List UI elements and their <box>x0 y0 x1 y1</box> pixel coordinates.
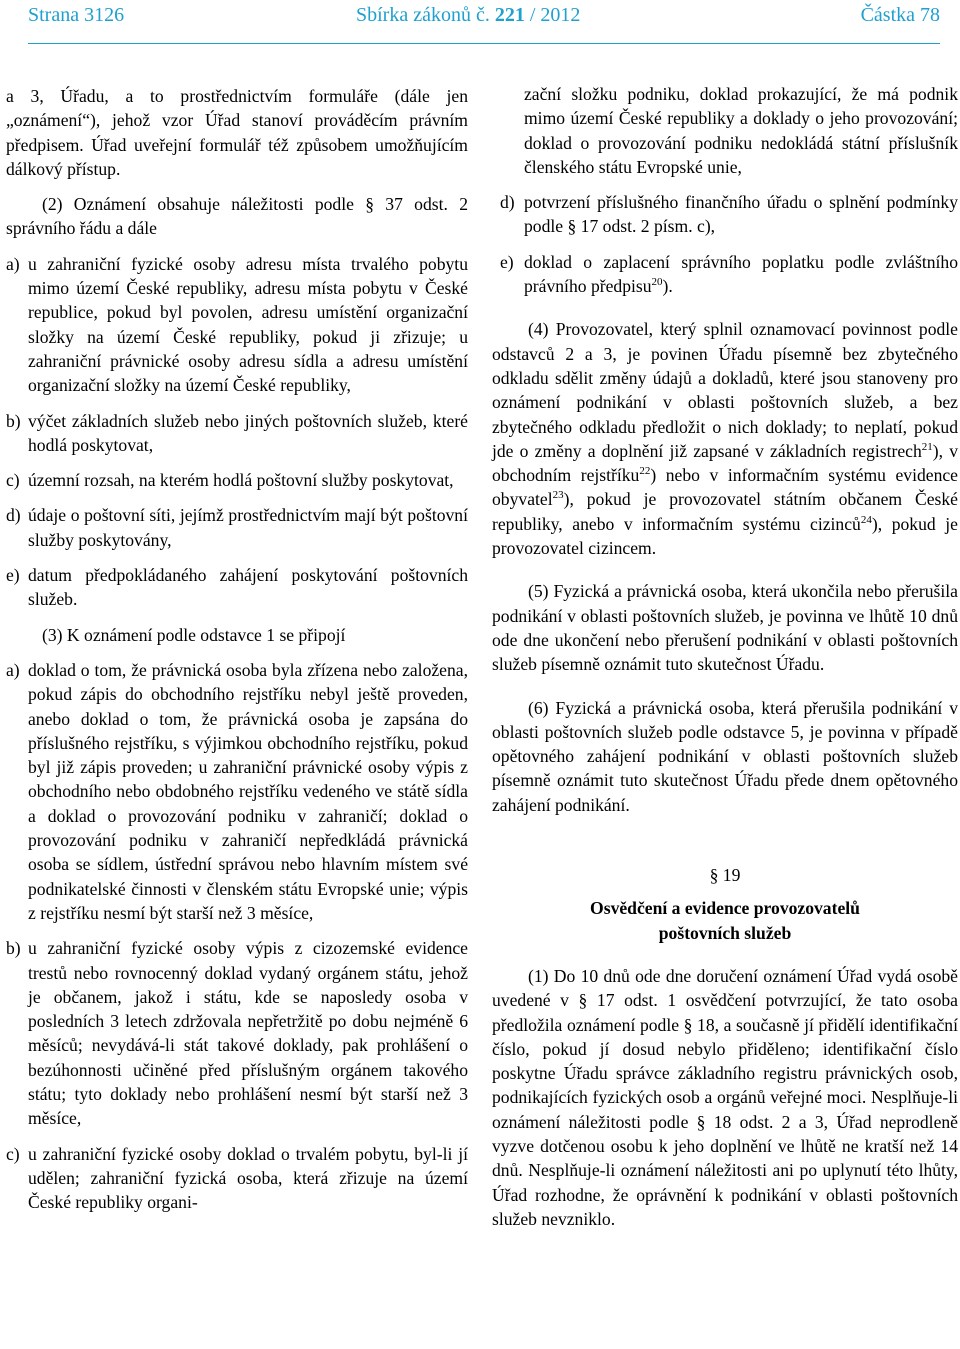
list-item-text <box>524 252 958 296</box>
list-item-text: doklad o tom, že právnická osoba byla zřízena nebo založena, pokud zápis do obchodního rejstříku nebyl ještě proveden, anebo doklad o tom, že právnická osoba je zapsána do příslušného rejstříku, s výjimkou obchodního rejstříku, pokud byl již zápis proveden; u zahraniční právnické osoby výpis z obchodního nebo obdobného rejstříku vedeného ve státě sídla a doklad o provozování podniku v zahraničí; doklad o provozování podniku v zahraničí nepředkládá právnická osoba se sídlem, ústřední správou nebo hlavním místem své podnikatelské činnosti v členském státu Evropské unie; výpis z rejstříku nesmí být starší než 3 měsíce, <box>28 659 468 923</box>
collection-year: / 2012 <box>524 4 581 26</box>
section-title-line-1: Osvědčení a evidence provozovatelů <box>590 898 860 919</box>
list-marker: b) <box>6 410 21 431</box>
text-segment: doklad o zaplacení správního poplatku podle zvláštního právního předpisu <box>524 251 958 297</box>
collection-title <box>356 3 580 27</box>
collection-number: 221 <box>494 4 525 26</box>
text-segment: (4) Provozovatel, který splnil oznamovací povinnost podle odstavců 2 a 3, je povinen Úřadu písemně bez zbytečného odkladu sdělit změny údajů a dokladů, které jsou stanoveny pro oznámení podnikání v oblasti poštovních služeb, a bez zbytečného odkladu předložit o nich doklady; to neplatí, pokud jde o změny a doplnění již zapsané v základních registrech <box>492 319 958 461</box>
list-item-text: údaje o poštovní síti, jejímž prostřednictvím mají být poštovní služby poskytovány, <box>28 505 468 550</box>
footnote-ref-23: 23 <box>552 489 564 502</box>
list-marker: a) <box>6 253 20 274</box>
text-segment: ), v obchodním rejstříku <box>492 440 958 486</box>
text-segment: ), pokud je provozovatel cizincem. <box>492 513 958 559</box>
footnote-ref-22: 22 <box>639 465 651 478</box>
paragraph-6: (6) Fyzická a právnická osoba, která přerušila podnikání v oblasti poštovních služeb podle odstavce 5, je povinna v případě opětovného zahájení podnikání v oblasti poštovních služeb písemně oznámit tuto skutečnost Úřadu přede dnem opětovného zahájení podnikání. <box>492 697 958 815</box>
paragraph-3: (3) K oznámení podle odstavce 1 se připojí <box>42 624 346 645</box>
list-item <box>6 1142 468 1215</box>
list-item-text: územní rozsah, na kterém hodlá poštovní služby poskytovat, <box>28 470 454 491</box>
list-paragraph-2 <box>6 252 468 612</box>
footnote-ref-20: 20 <box>651 276 663 289</box>
page-number: Strana 3126 <box>28 4 125 26</box>
right-column <box>492 82 958 1231</box>
page-header <box>28 3 940 33</box>
list-marker: e) <box>6 565 20 586</box>
list-item-text: u zahraniční fyzické osoby doklad o trvalém pobytu, byl-li jí udělen; zahraniční fyzická osoba, která zřizuje na území České republiky organi- <box>28 1143 468 1213</box>
list-marker: c) <box>6 1143 20 1164</box>
text-segment: ), pokud je provozovatel státním občanem České republiky, anebo v informačním systému cizinců <box>492 489 958 534</box>
list-item-e <box>492 250 958 299</box>
list-item <box>6 468 468 492</box>
paragraph-2: (2) Oznámení obsahuje náležitosti podle § 37 odst. 2 správního řádu a dále <box>6 194 468 239</box>
footnote-ref-21: 21 <box>921 441 933 453</box>
section-title-line-2: poštovních služeb <box>658 922 792 943</box>
section-number: § 19 <box>709 865 741 886</box>
list-item-text: datum předpokládaného zahájení poskytování poštovních služeb. <box>28 565 468 610</box>
issue-number: Částka 78 <box>860 4 940 26</box>
paragraph-1-continuation: a 3, Úřadu, a to prostřednictvím formuláře (dále jen „oznámení“), jehož vzor Úřad stanoví prováděcím právním předpisem. Úřad uveřejní formulář též způsobem umožňujícím dálkový přístup. <box>6 86 468 179</box>
list-item <box>6 503 468 552</box>
left-column <box>6 84 468 1214</box>
list-item <box>6 563 468 612</box>
list-marker: d) <box>500 192 515 213</box>
list-marker: b) <box>6 938 21 959</box>
list-item-text: u zahraniční fyzické osoby výpis z cizozemské evidence trestů nebo rovnocenný doklad vydaný orgánem státu, jehož je občanem, jakož i státu, kde se naposledy osoba v posledních 3 letech zdržovala nepřetržitě po dobu nejméně 6 měsíců; nevydává-li stát takové doklady, pak prohlášení o bezúhonnosti učiněné před příslušným orgánem takového státu; tyto doklady nebo prohlášení nesmí být starší než 3 měsíce, <box>28 938 468 1129</box>
text-segment: ) nebo v informačním systému evidence obyvatel <box>492 465 958 510</box>
list-paragraph-3 <box>6 658 468 1215</box>
list-item-text: zační složku podniku, doklad prokazující, že má podnik mimo území České republiky a doklady o jeho provozování; doklad o provozování podniku nedokládá státní příslušník členského státu Evropské unie, <box>524 84 958 177</box>
paragraph-5: (5) Fyzická a právnická osoba, která ukončila nebo přerušila podnikání v oblasti poštovních služeb, je povinna ve lhůtě 10 dnů ode dne ukončení nebo přerušení podnikání v oblasti poštovních služeb písemně oznámit tuto skutečnost Úřadu. <box>492 581 958 675</box>
list-item <box>6 658 468 925</box>
list-marker: a) <box>6 659 20 680</box>
text-segment: ). <box>662 276 673 297</box>
list-marker: e) <box>500 251 514 272</box>
header-rule <box>28 43 940 44</box>
list-item <box>6 409 468 458</box>
list-marker: c) <box>6 470 20 491</box>
footnote-ref-24: 24 <box>860 513 872 526</box>
collection-prefix: Sbírka zákonů č. <box>356 4 495 26</box>
section-19-paragraph-1: (1) Do 10 dnů ode dne doručení oznámení Úřad vydá osobě uvedené v § 17 odst. 1 osvědčení potvrzující, že tato osoba předložila oznámení podle § 18, a současně jí přidělí identifikační číslo, pokud jí dosud nebylo přiděleno; identifikační číslo poskytne Úřadu správce základního registru právnických osob, podnikajících fyzických osob a orgánů veřejné moci. Nesplňuje-li oznámení náležitosti podle § 18 odst. 2 a 3, Úřad neprodleně vyzve dotčenou osobu k jeho doplnění ve lhůtě ne kratší než 14 dnů. Nesplňuje-li oznámení náležitosti ani po uplynutí této lhůty, Úřad rozhodne, že oprávnění k podnikání v oblasti poštovních služeb nevzniklo. <box>492 965 958 1229</box>
list-marker: d) <box>6 505 21 526</box>
list-item <box>6 936 468 1130</box>
list-item <box>6 252 468 398</box>
list-item-text: výčet základních služeb nebo jiných poštovních služeb, které hodlá poskytovat, <box>28 410 468 455</box>
list-item-c-continuation <box>492 82 958 179</box>
list-item-text: u zahraniční fyzické osoby adresu místa trvalého pobytu mimo území České republiky, adresu místa pobytu v České republice, pokud byl povolen, adresu umístění organizační složky na území České republiky, pokud ji zřizuje; u zahraniční právnické osoby adresu sídla a adresu umístění organizační složky na území České republiky, <box>28 253 468 396</box>
paragraph-4 <box>492 317 958 560</box>
list-item-text: potvrzení příslušného finančního úřadu o splnění podmínky podle § 17 odst. 2 písm. c), <box>524 192 958 237</box>
list-item-d <box>492 190 958 239</box>
